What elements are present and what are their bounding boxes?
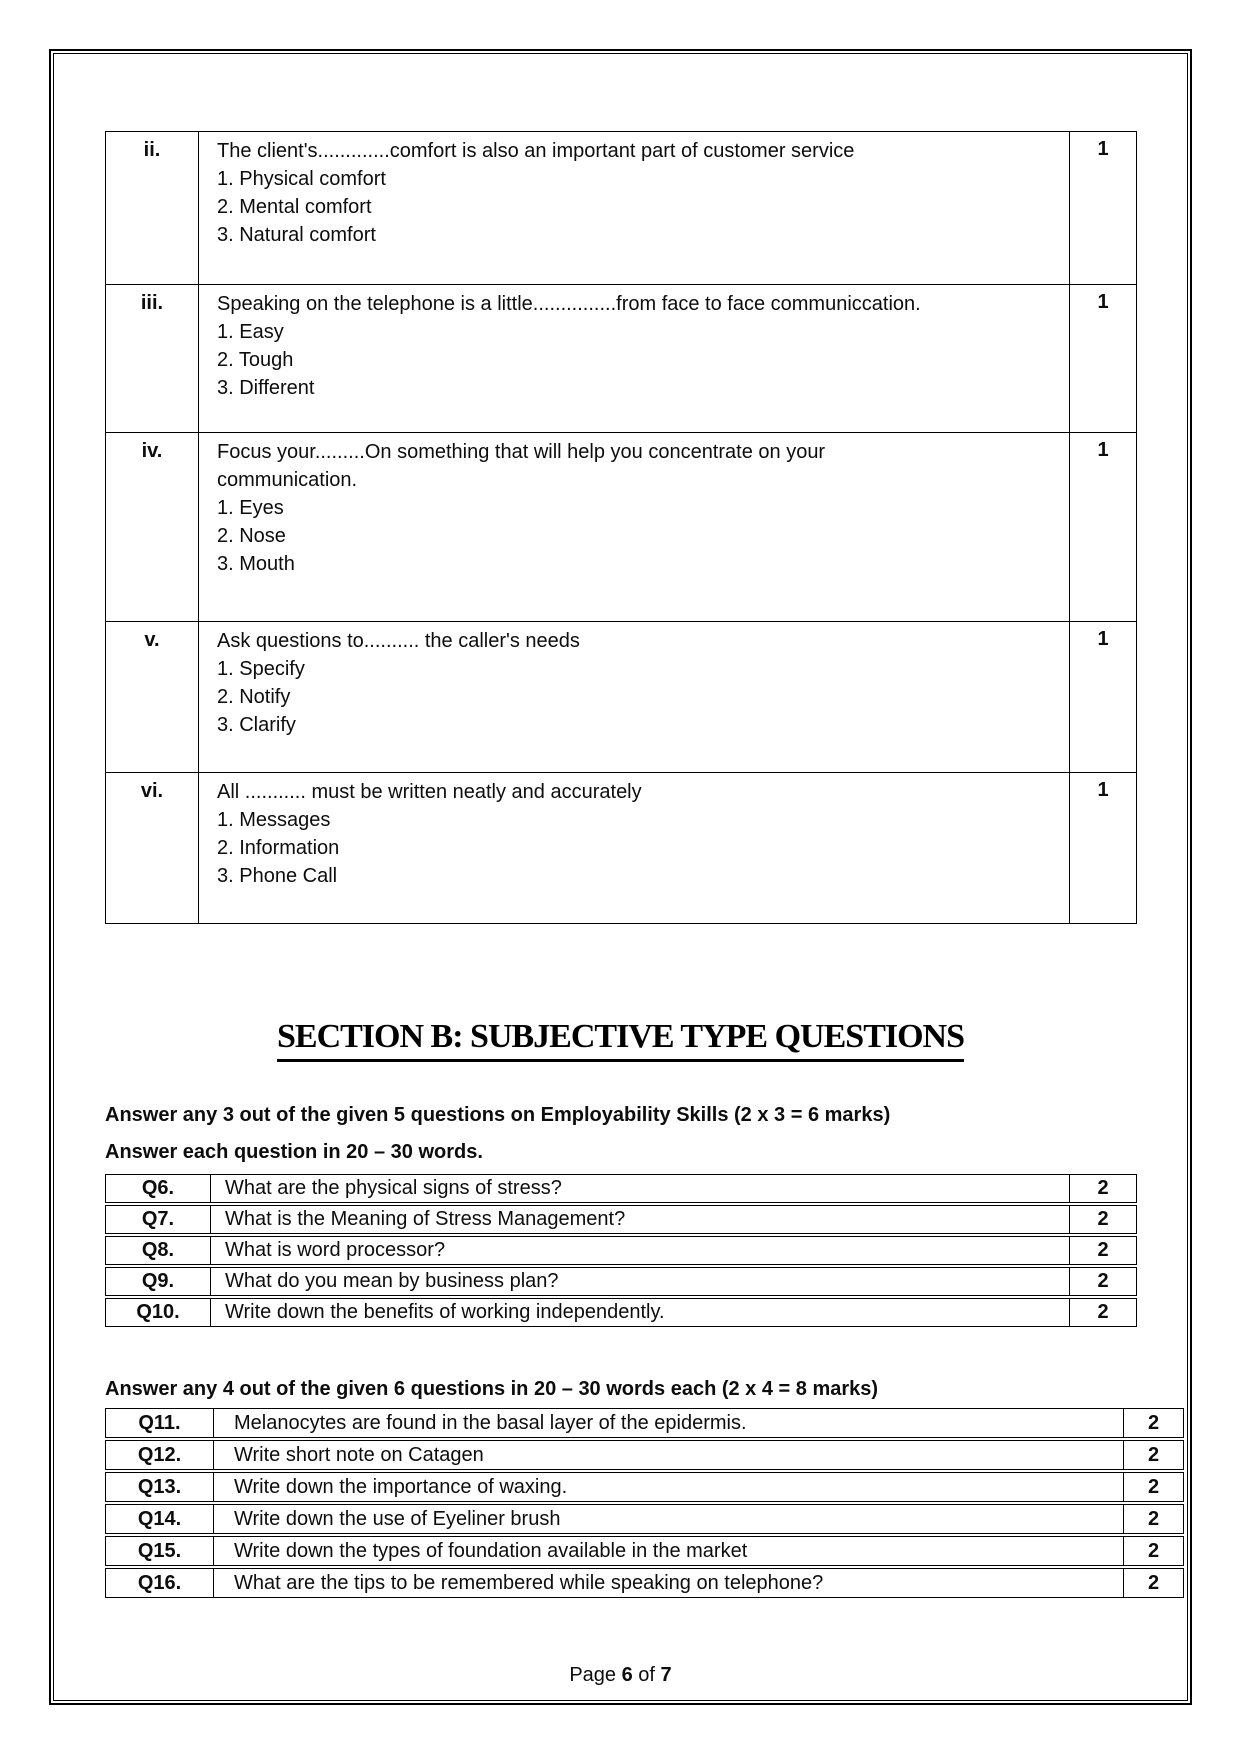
option: 3. Mouth <box>217 553 295 575</box>
question-text: What do you mean by business plan? <box>225 1270 559 1292</box>
question-text: Write short note on Catagen <box>234 1443 484 1466</box>
question-number: iv. <box>106 433 199 621</box>
option: 2. Tough <box>217 349 294 371</box>
marks-cell: 2 <box>1069 1299 1136 1326</box>
table-row-iv <box>106 432 1136 621</box>
option: 1. Eyes <box>217 497 284 519</box>
option: 1. Messages <box>217 809 331 831</box>
question-number: Q15. <box>106 1537 214 1565</box>
table-row-q15 <box>105 1536 1184 1566</box>
table-row-q9 <box>105 1267 1137 1296</box>
question-text: Write down the use of Eyeliner brush <box>234 1507 561 1530</box>
option: 3. Clarify <box>217 714 296 736</box>
table-row-q10 <box>105 1298 1137 1327</box>
question-number: Q8. <box>106 1237 211 1264</box>
table-row-vi <box>106 772 1136 923</box>
table-row-q6 <box>105 1174 1137 1203</box>
instruction-employability: Answer any 3 out of the given 5 questions on Employability Skills (2 x 3 = 6 marks) <box>105 1104 891 1126</box>
question-text: Melanocytes are found in the basal layer of the epidermis. <box>234 1411 747 1434</box>
option: 3. Phone Call <box>217 865 338 887</box>
option: 2. Mental comfort <box>217 196 372 218</box>
question-number: ii. <box>106 132 199 284</box>
mcq-table <box>105 131 1137 924</box>
table-row-q16 <box>105 1568 1184 1598</box>
question-cell <box>199 433 1069 621</box>
section-b-heading-text: SECTION B: SUBJECTIVE TYPE QUESTIONS <box>277 1018 964 1062</box>
marks-cell: 1 <box>1069 773 1136 923</box>
option: 3. Different <box>217 377 315 399</box>
marks-cell: 1 <box>1069 622 1136 772</box>
marks-cell: 2 <box>1069 1268 1136 1295</box>
question-text: Write down the types of foundation available in the market <box>234 1539 748 1562</box>
question-cell <box>199 285 1069 432</box>
question-cell <box>199 622 1069 772</box>
question-text: What are the tips to be remembered while speaking on telephone? <box>234 1571 824 1594</box>
question-number: vi. <box>106 773 199 923</box>
question-text: What is word processor? <box>225 1239 446 1261</box>
table-row-q13 <box>105 1472 1184 1502</box>
table-row-v <box>106 621 1136 772</box>
table-row-q11 <box>105 1408 1184 1438</box>
marks-cell: 2 <box>1123 1409 1183 1437</box>
marks-cell: 2 <box>1123 1441 1183 1469</box>
instruction-word-limit: Answer each question in 20 – 30 words. <box>105 1141 483 1163</box>
question-text: What are the physical signs of stress? <box>225 1177 562 1199</box>
marks-cell: 2 <box>1123 1473 1183 1501</box>
question-text: communication. <box>217 469 358 491</box>
footer-page-number: 6 <box>621 1664 633 1686</box>
question-text: The client's.............comfort is also an important part of customer service <box>217 140 855 162</box>
question-cell <box>199 773 1069 923</box>
question-number: Q9. <box>106 1268 211 1295</box>
question-text: All ........... must be written neatly and accurately <box>217 781 642 803</box>
marks-cell: 1 <box>1069 132 1136 284</box>
marks-cell: 2 <box>1069 1237 1136 1264</box>
subject-questions-table <box>105 1408 1184 1600</box>
option: 2. Nose <box>217 525 286 547</box>
question-text: Speaking on the telephone is a little...............from face to face communiccation. <box>217 293 921 315</box>
option: 2. Notify <box>217 686 291 708</box>
option: 1. Physical comfort <box>217 168 386 190</box>
question-number: Q7. <box>106 1206 211 1233</box>
footer-of-label: of <box>638 1664 655 1686</box>
footer-page-total: 7 <box>660 1664 672 1686</box>
question-number: Q14. <box>106 1505 214 1533</box>
option: 1. Specify <box>217 658 305 680</box>
question-text: Write down the benefits of working independently. <box>225 1301 665 1323</box>
table-row-ii <box>106 132 1136 284</box>
question-text: Ask questions to.......... the caller's needs <box>217 630 580 652</box>
footer-page-label: Page <box>569 1664 617 1686</box>
question-text: What is the Meaning of Stress Management? <box>225 1208 626 1230</box>
question-text: Focus your.........On something that will help you concentrate on your <box>217 441 826 463</box>
table-row-q7 <box>105 1205 1137 1234</box>
option: 1. Easy <box>217 321 284 343</box>
question-number: iii. <box>106 285 199 432</box>
table-row-q12 <box>105 1440 1184 1470</box>
question-number: Q6. <box>106 1175 211 1202</box>
marks-cell: 2 <box>1123 1537 1183 1565</box>
page-footer <box>0 1664 1241 1687</box>
question-number: Q16. <box>106 1569 214 1597</box>
question-number: Q11. <box>106 1409 214 1437</box>
table-row-iii <box>106 284 1136 432</box>
question-number: Q13. <box>106 1473 214 1501</box>
section-b-heading <box>0 1018 1241 1062</box>
question-number: v. <box>106 622 199 772</box>
marks-cell: 1 <box>1069 285 1136 432</box>
table-row-q14 <box>105 1504 1184 1534</box>
question-number: Q12. <box>106 1441 214 1469</box>
employability-questions-table <box>105 1174 1137 1329</box>
instruction-subject: Answer any 4 out of the given 6 questions in 20 – 30 words each (2 x 4 = 8 marks) <box>105 1378 879 1400</box>
marks-cell: 2 <box>1123 1505 1183 1533</box>
marks-cell: 2 <box>1123 1569 1183 1597</box>
question-cell <box>199 132 1069 284</box>
marks-cell: 1 <box>1069 433 1136 621</box>
marks-cell: 2 <box>1069 1206 1136 1233</box>
option: 3. Natural comfort <box>217 224 376 246</box>
question-number: Q10. <box>106 1299 211 1326</box>
marks-cell: 2 <box>1069 1175 1136 1202</box>
question-text: Write down the importance of waxing. <box>234 1475 568 1498</box>
table-row-q8 <box>105 1236 1137 1265</box>
option: 2. Information <box>217 837 340 859</box>
